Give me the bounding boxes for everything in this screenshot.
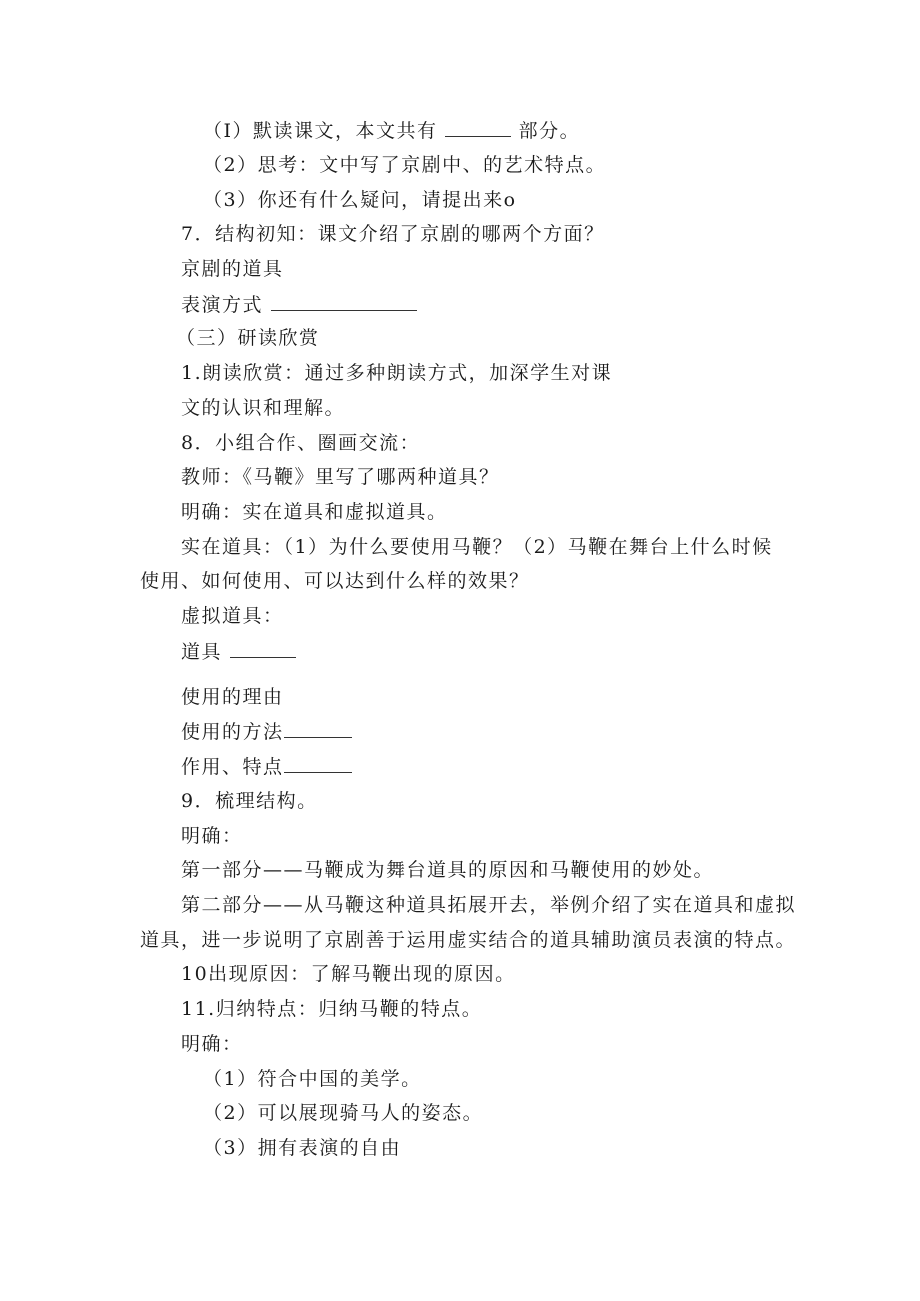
fill-blank <box>271 292 417 311</box>
text-line: 实在道具：（1）为什么要使用马鞭？（2）马鞭在舞台上什么时候 <box>181 536 773 558</box>
text-line: 10出现原因：了解马鞭出现的原因。 <box>181 963 516 985</box>
text-line <box>181 754 352 779</box>
fill-blank <box>445 118 511 137</box>
fill-blank <box>230 639 296 658</box>
text-line: 第一部分——马鞭成为舞台道具的原因和马鞭使用的妙处。 <box>181 859 715 881</box>
text-segment: 作用、特点 <box>181 756 284 778</box>
text-segment: （I）默读课文，本文共有 <box>203 120 438 142</box>
fill-blank <box>284 719 352 738</box>
text-line: 使用、如何使用、可以达到什么样的效果？ <box>140 570 530 592</box>
text-line <box>181 639 296 664</box>
text-line: （2）思考：文中写了京剧中、的艺术特点。 <box>203 154 607 176</box>
text-segment: 道具 <box>181 641 223 663</box>
text-line: 明确： <box>181 1033 243 1055</box>
text-line: 道具，进一步说明了京剧善于运用虚实结合的道具辅助演员表演的特点。 <box>140 929 797 951</box>
text-line: 明确：实在道具和虚拟道具。 <box>181 501 448 523</box>
text-line: （3）拥有表演的自由 <box>203 1137 402 1159</box>
text-line: 明确： <box>181 825 243 847</box>
text-line: 虚拟道具： <box>181 605 284 627</box>
text-line: 11.归纳特点：归纳马鞭的特点。 <box>181 998 483 1020</box>
text-line: 使用的理由 <box>181 686 284 708</box>
text-line: 1.朗读欣赏：通过多种朗读方式，加深学生对课 <box>181 362 613 384</box>
fill-blank <box>284 754 352 773</box>
text-line: （1）符合中国的美学。 <box>203 1068 422 1090</box>
text-line: 教师：《马鞭》里写了哪两种道具？ <box>181 466 500 488</box>
text-line: 8．小组合作、圈画交流： <box>181 432 421 454</box>
text-line <box>181 292 417 317</box>
text-line: 第二部分——从马鞭这种道具拓展开去，举例介绍了实在道具和虚拟 <box>181 894 797 916</box>
text-line: （2）可以展现骑马人的姿态。 <box>203 1102 484 1124</box>
section-heading: （三）研读欣赏 <box>176 327 320 349</box>
text-segment: 部分。 <box>518 120 581 142</box>
text-line: 9．梳理结构。 <box>181 790 318 812</box>
text-line: 7．结构初知：课文介绍了京剧的哪两个方面？ <box>181 223 605 245</box>
text-line: 文的认识和理解。 <box>181 397 346 419</box>
text-line <box>181 719 352 744</box>
text-line <box>203 118 580 143</box>
text-segment: 表演方式 <box>181 294 264 316</box>
text-line: 京剧的道具 <box>181 258 284 280</box>
text-segment: 使用的方法 <box>181 721 284 743</box>
text-line: （3）你还有什么疑问，请提出来o <box>203 189 517 211</box>
